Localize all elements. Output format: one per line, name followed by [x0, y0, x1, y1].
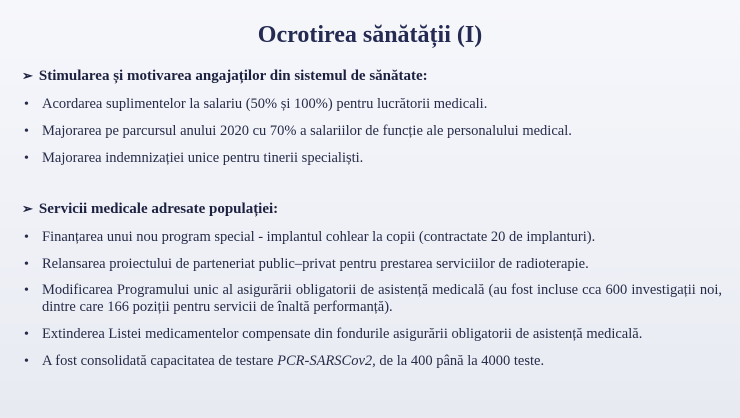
bullet-icon: •	[24, 257, 29, 272]
list-item-text: Acordarea suplimentelor la salariu (50% și 100%) pentru lucrătorii medicali.	[42, 96, 488, 112]
list-item-text	[42, 353, 722, 370]
list-item-text: Relansarea proiectului de parteneriat public–privat pentru prestarea serviciilor de radioterapie.	[42, 256, 589, 272]
slide-title: Ocrotirea sănătății (I)	[257, 22, 483, 48]
bullet-icon: •	[24, 124, 29, 139]
list-item-text: Finanțarea unui nou program special - implantul cohlear la copii (contractate 20 de implanturi).	[42, 229, 596, 245]
section-heading-text: Stimularea și motivarea angajaților din sistemul de sănătate:	[38, 68, 428, 84]
bullet-icon: •	[24, 354, 29, 369]
list-item	[24, 256, 722, 273]
bullet-icon: •	[24, 230, 29, 245]
section-heading-staff	[22, 68, 428, 85]
list-item	[24, 353, 722, 370]
list-item	[24, 229, 722, 246]
text-prefix: A fost consolidată capacitatea de testare	[42, 353, 278, 369]
test-name-italic: PCR-SARSCov2,	[277, 353, 376, 369]
bullet-icon: •	[24, 327, 29, 342]
list-item-text: Majorarea indemnizației unice pentru tinerii specialiști.	[42, 150, 364, 166]
list-item-text: Extinderea Listei medicamentelor compensate din fondurile asigurării obligatorii de asistență medicală.	[42, 326, 643, 342]
bullet-icon: •	[24, 283, 29, 298]
text-suffix: de la 400 până la 4000 teste.	[375, 353, 545, 369]
list-item	[24, 326, 722, 343]
list-item	[24, 282, 722, 316]
section-heading-text: Servicii medicale adresate populației:	[38, 201, 279, 217]
list-item-text: Majorarea pe parcursul anului 2020 cu 70% a salariilor de funcție ale personalului medical.	[42, 123, 572, 139]
list-item	[24, 123, 722, 140]
bullet-icon: •	[24, 97, 29, 112]
section-heading-services	[22, 201, 278, 218]
list-item-text: Modificarea Programului unic al asigurării obligatorii de asistență medicală (au fost incluse cca 600 investigații noi, dintre care 166 poziții pentru servicii de înaltă performanță).	[42, 282, 722, 315]
arrow-bullet-icon: ➢	[22, 68, 33, 83]
list-item	[24, 150, 722, 167]
arrow-bullet-icon: ➢	[22, 201, 33, 216]
list-item	[24, 96, 722, 113]
bullet-icon: •	[24, 151, 29, 166]
